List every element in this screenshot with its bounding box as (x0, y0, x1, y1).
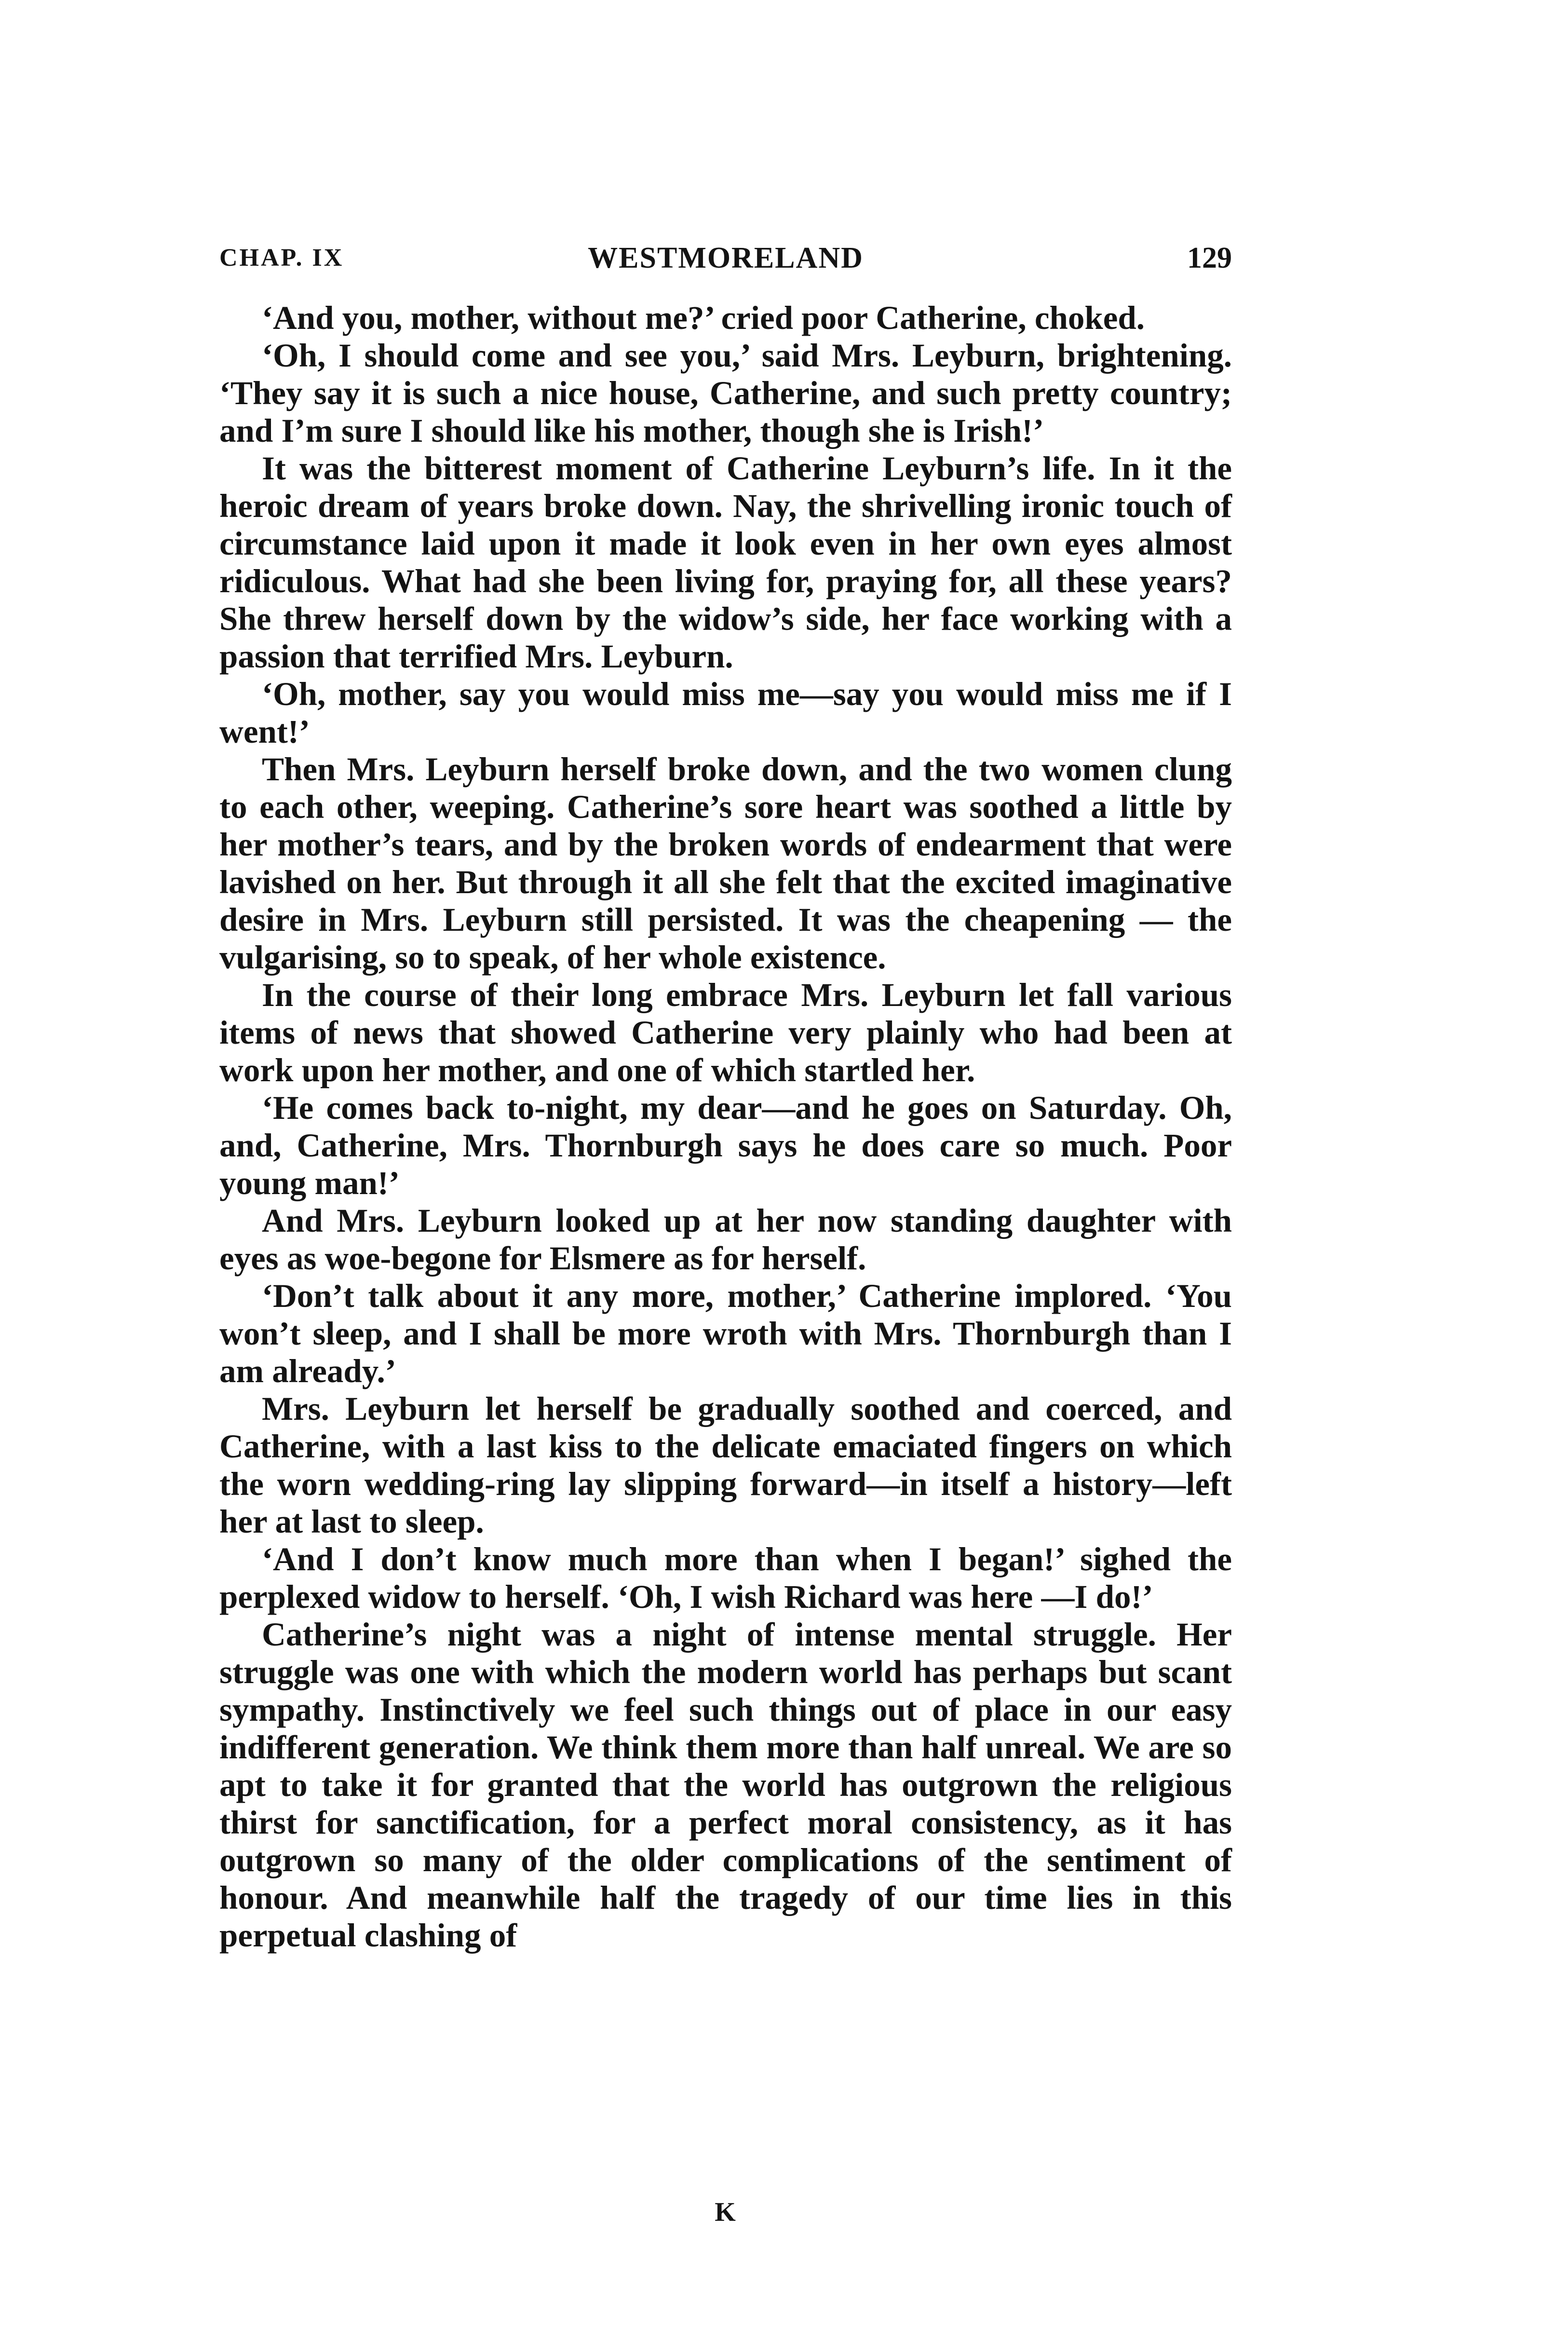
paragraph: It was the bitterest moment of Catherine Leyburn’s life. In it the heroic dream of years broke down. Nay, the shrivelling ironic touch of circumstance laid upon it made it look even in her own eyes almost ridiculous. What had she been living for, praying for, all these years? She threw herself down by the widow’s side, her face working with a passion that terrified Mrs. Leyburn. (219, 450, 1232, 675)
running-title: WESTMORELAND (588, 242, 864, 274)
running-head (219, 239, 1232, 277)
paragraph: Catherine’s night was a night of intense mental struggle. Her struggle was one with which the modern world has perhaps but scant sympathy. Instinctively we feel such things out of place in our easy indifferent generation. We think them more than half unreal. We are so apt to take it for granted that the world has outgrown the religious thirst for sanctification, for a perfect moral consistency, as it has outgrown so many of the older complications of the sentiment of honour. And meanwhile half the tragedy of our time lies in this perpetual clashing of (219, 1616, 1232, 1954)
body-text (219, 299, 1232, 1954)
page-number: 129 (1187, 242, 1232, 274)
paragraph: ‘And you, mother, without me?’ cried poor Catherine, choked. (262, 299, 1145, 336)
paragraph: ‘Oh, I should come and see you,’ said Mrs. Leyburn, brightening. ‘They say it is such a nice house, Catherine, and such pretty country; and I’m sure I should like his mother, though she is Irish!’ (219, 337, 1232, 449)
paragraph: ‘Oh, mother, say you would miss me—say you would miss me if I went!’ (219, 676, 1232, 750)
paragraph: ‘He comes back to-night, my dear—and he goes on Saturday. Oh, and, Catherine, Mrs. Thornburgh says he does care so much. Poor young man!’ (219, 1089, 1232, 1201)
paragraph: ‘And I don’t know much more than when I began!’ sighed the perplexed widow to herself. ‘Oh, I wish Richard was here —I do!’ (219, 1541, 1232, 1615)
paragraph: Then Mrs. Leyburn herself broke down, and the two women clung to each other, weeping. Catherine’s sore heart was soothed a little by her mother’s tears, and by the broken words of endearment that were lavished on her. But through it all she felt that the excited imaginative desire in Mrs. Leyburn still persisted. It was the cheapening — the vulgarising, so to speak, of her whole existence. (219, 751, 1232, 976)
paragraph: Mrs. Leyburn let herself be gradually soothed and coerced, and Catherine, with a last kiss to the delicate emaciated fingers on which the worn wedding-ring lay slipping forward—in itself a history—left her at last to sleep. (219, 1390, 1232, 1540)
signature-mark: K (715, 2197, 737, 2227)
paragraph: And Mrs. Leyburn looked up at her now standing daughter with eyes as woe-begone for Elsmere as for herself. (219, 1202, 1232, 1277)
paragraph: In the course of their long embrace Mrs. Leyburn let fall various items of news that showed Catherine very plainly who had been at work upon her mother, and one of which startled her. (219, 977, 1232, 1088)
chapter-label: CHAP. IX (219, 244, 344, 272)
paragraph: ‘Don’t talk about it any more, mother,’ Catherine implored. ‘You won’t sleep, and I shall be more wroth with Mrs. Thornburgh than I am already.’ (219, 1278, 1232, 1389)
